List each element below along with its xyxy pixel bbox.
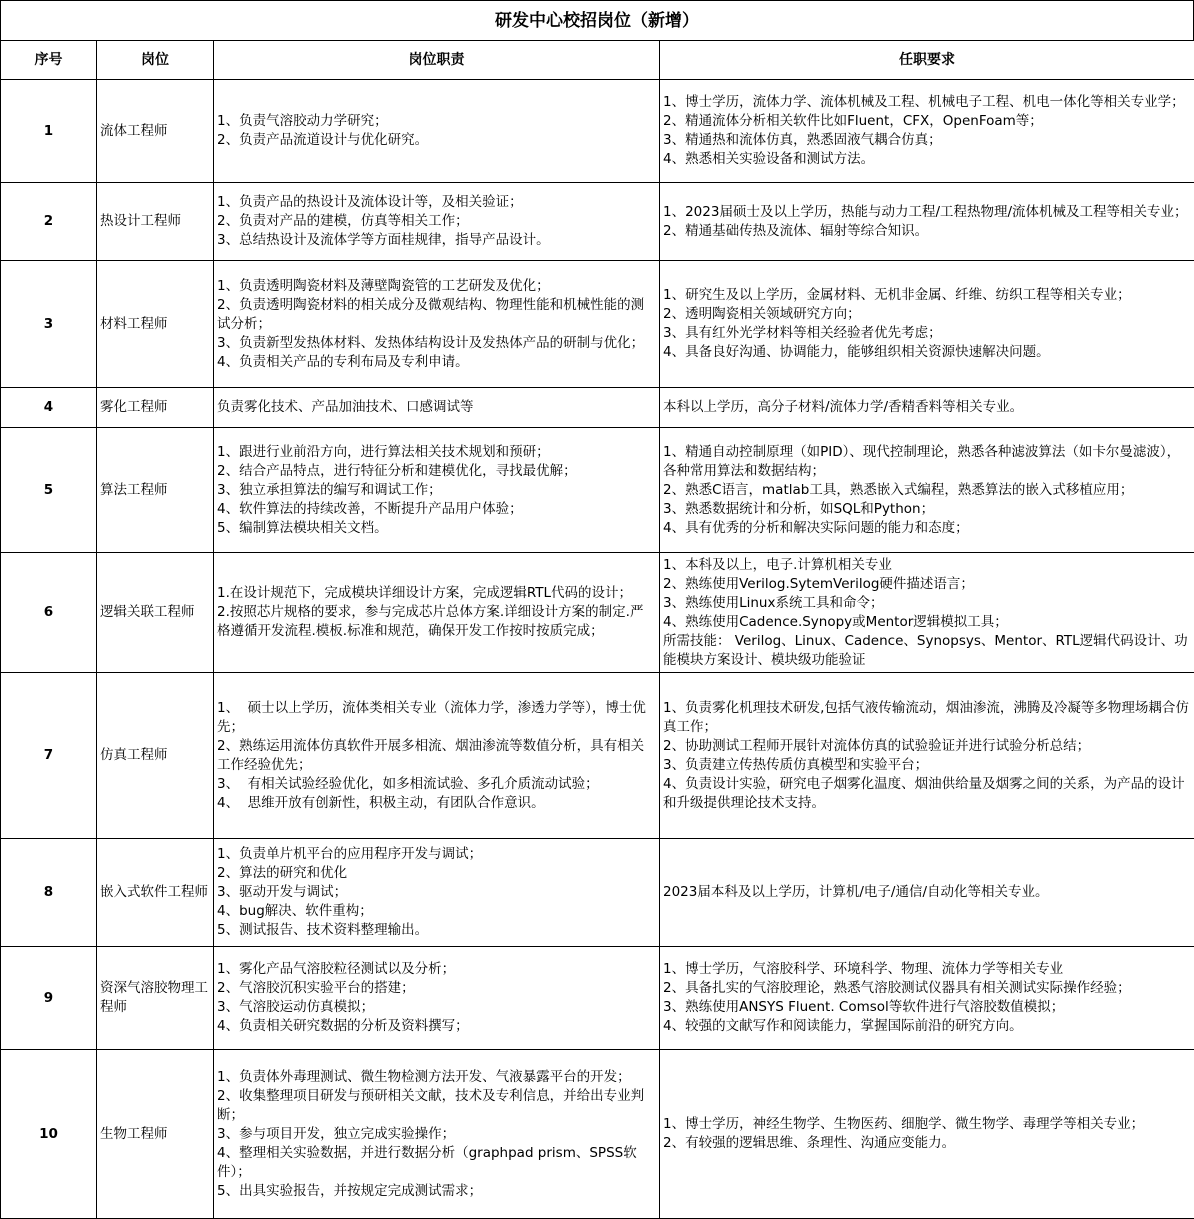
requirement-line: 2、有较强的逻辑思维、条理性、沟通应变能力。 — [663, 1134, 1191, 1153]
cell-requirements — [660, 553, 1194, 673]
duty-line: 4、整理相关实验数据，并进行数据分析（graphpad prism、SPSS软件）； — [217, 1144, 656, 1182]
cell-duties — [214, 839, 660, 947]
requirement-line: 3、负责建立传热传质仿真模型和实验平台； — [663, 756, 1191, 775]
requirement-line: 4、负责设计实验，研究电子烟雾化温度、烟油供给量及烟雾之间的关系，为产品的设计和升级提供理论技术支持。 — [663, 775, 1191, 813]
requirement-line: 4、具有优秀的分析和解决实际问题的能力和态度； — [663, 519, 1191, 538]
requirement-line: 1、研究生及以上学历，金属材料、无机非金属、纤维、纺织工程等相关专业； — [663, 286, 1191, 305]
duty-line: 负责雾化技术、产品加油技术、口感调试等 — [217, 398, 656, 417]
requirement-line: 1、博士学历，流体力学、流体机械及工程、机械电子工程、机电一体化等相关专业学； — [663, 93, 1191, 112]
cell-no: 4 — [1, 388, 97, 428]
table-row — [1, 80, 1194, 183]
table-row — [1, 428, 1194, 553]
table-body — [1, 80, 1194, 1219]
header-no: 序号 — [1, 41, 97, 80]
requirement-line: 2023届本科及以上学历，计算机/电子/通信/自动化等相关专业。 — [663, 883, 1191, 902]
cell-requirements — [660, 80, 1194, 183]
requirement-line: 3、熟悉数据统计和分析，如SQL和Python； — [663, 500, 1191, 519]
cell-position: 热设计工程师 — [97, 183, 214, 261]
requirement-line: 3、熟练使用ANSYS Fluent. Comsol等软件进行气溶胶数值模拟； — [663, 998, 1191, 1017]
duty-line: 2、熟练运用流体仿真软件开展多相流、烟油渗流等数值分析，具有相关工作经验优先； — [217, 737, 656, 775]
duty-line: 2、收集整理项目研发与预研相关文献，技术及专利信息，并给出专业判断； — [217, 1087, 656, 1125]
cell-duties — [214, 80, 660, 183]
requirement-line: 1、负责雾化机理技术研发,包括气液传输流动，烟油渗流，沸腾及冷凝等多物理场耦合仿真工作； — [663, 699, 1191, 737]
cell-position: 雾化工程师 — [97, 388, 214, 428]
duty-line: 2、负责对产品的建模，仿真等相关工作； — [217, 212, 656, 231]
header-position: 岗位 — [97, 41, 214, 80]
cell-no: 9 — [1, 947, 97, 1050]
requirement-line: 2、熟练使用Verilog.SytemVerilog硬件描述语言； — [663, 575, 1191, 594]
cell-requirements — [660, 388, 1194, 428]
table-row — [1, 839, 1194, 947]
cell-duties — [214, 673, 660, 839]
cell-position: 算法工程师 — [97, 428, 214, 553]
requirement-line: 2、精通流体分析相关软件比如Fluent，CFX，OpenFoam等； — [663, 112, 1191, 131]
requirement-line: 3、精通热和流体仿真，熟悉固液气耦合仿真； — [663, 131, 1191, 150]
requirement-line: 1、博士学历，神经生物学、生物医药、细胞学、微生物学、毒理学等相关专业； — [663, 1115, 1191, 1134]
cell-requirements — [660, 1050, 1194, 1219]
duty-line: 3、负责新型发热体材料、发热体结构设计及发热体产品的研制与优化； — [217, 334, 656, 353]
duty-line: 1、 硕士以上学历，流体类相关专业（流体力学，渗透力学等），博士优先； — [217, 699, 656, 737]
cell-no: 8 — [1, 839, 97, 947]
duty-line: 2.按照芯片规格的要求，参与完成芯片总体方案.详细设计方案的制定.严格遵循开发流程.模板.标准和规范，确保开发工作按时按质完成； — [217, 603, 656, 641]
requirement-line: 4、熟悉相关实验设备和测试方法。 — [663, 150, 1191, 169]
cell-position: 仿真工程师 — [97, 673, 214, 839]
requirement-line: 1、博士学历，气溶胶科学、环境科学、物理、流体力学等相关专业 — [663, 960, 1191, 979]
duty-line: 2、结合产品特点，进行特征分析和建模优化，寻找最优解； — [217, 462, 656, 481]
cell-no: 6 — [1, 553, 97, 673]
cell-position: 逻辑关联工程师 — [97, 553, 214, 673]
requirement-line: 3、熟练使用Linux系统工具和命令； — [663, 594, 1191, 613]
duty-line: 5、测试报告、技术资料整理输出。 — [217, 921, 656, 940]
cell-duties — [214, 261, 660, 388]
table-row — [1, 261, 1194, 388]
requirement-line: 2、协助测试工程师开展针对流体仿真的试验验证并进行试验分析总结； — [663, 737, 1191, 756]
requirement-line: 1、本科及以上，电子.计算机相关专业 — [663, 556, 1191, 575]
duty-line: 1.在设计规范下，完成模块详细设计方案，完成逻辑RTL代码的设计； — [217, 584, 656, 603]
table-row — [1, 388, 1194, 428]
cell-no: 1 — [1, 80, 97, 183]
cell-requirements — [660, 673, 1194, 839]
duty-line: 4、 思维开放有创新性，积极主动，有团队合作意识。 — [217, 794, 656, 813]
requirement-line: 4、较强的文献写作和阅读能力，掌握国际前沿的研究方向。 — [663, 1017, 1191, 1036]
duty-line: 1、雾化产品气溶胶粒径测试以及分析； — [217, 960, 656, 979]
duty-line: 1、负责透明陶瓷材料及薄壁陶瓷管的工艺研发及优化； — [217, 277, 656, 296]
duty-line: 4、负责相关研究数据的分析及资料撰写； — [217, 1017, 656, 1036]
duty-line: 1、负责体外毒理测试、微生物检测方法开发、气液暴露平台的开发； — [217, 1068, 656, 1087]
duty-line: 3、驱动开发与调试； — [217, 883, 656, 902]
cell-no: 10 — [1, 1050, 97, 1219]
cell-duties — [214, 183, 660, 261]
recruitment-table — [0, 40, 1194, 1219]
duty-line: 5、出具实验报告，并按规定完成测试需求； — [217, 1182, 656, 1201]
cell-duties — [214, 947, 660, 1050]
cell-no: 5 — [1, 428, 97, 553]
requirement-line: 3、具有红外光学材料等相关经验者优先考虑； — [663, 324, 1191, 343]
duty-line: 3、 有相关试验经验优化，如多相流试验、多孔介质流动试验； — [217, 775, 656, 794]
cell-duties — [214, 553, 660, 673]
requirement-line: 1、精通自动控制原理（如PID）、现代控制理论，熟悉各种滤波算法（如卡尔曼滤波），各种常用算法和数据结构； — [663, 443, 1191, 481]
duty-line: 5、编制算法模块相关文档。 — [217, 519, 656, 538]
requirement-line: 2、透明陶瓷相关领域研究方向； — [663, 305, 1191, 324]
duty-line: 3、气溶胶运动仿真模拟； — [217, 998, 656, 1017]
requirement-line: 4、具备良好沟通、协调能力，能够组织相关资源快速解决问题。 — [663, 343, 1191, 362]
duty-line: 2、负责产品流道设计与优化研究。 — [217, 131, 656, 150]
table-row — [1, 183, 1194, 261]
table-row — [1, 947, 1194, 1050]
cell-position: 嵌入式软件工程师 — [97, 839, 214, 947]
duty-line: 4、负责相关产品的专利布局及专利申请。 — [217, 353, 656, 372]
cell-requirements — [660, 261, 1194, 388]
cell-duties — [214, 388, 660, 428]
table-row — [1, 1050, 1194, 1219]
duty-line: 2、负责透明陶瓷材料的相关成分及微观结构、物理性能和机械性能的测试分析； — [217, 296, 656, 334]
duty-line: 1、跟进行业前沿方向，进行算法相关技术规划和预研； — [217, 443, 656, 462]
requirement-line: 本科以上学历，高分子材料/流体力学/香精香料等相关专业。 — [663, 398, 1191, 417]
requirement-line: 2、具备扎实的气溶胶理论，熟悉气溶胶测试仪器具有相关测试实际操作经验； — [663, 979, 1191, 998]
table-row — [1, 673, 1194, 839]
requirement-line: 4、熟练使用Cadence.Synopy或Mentor逻辑模拟工具； — [663, 613, 1191, 632]
cell-position: 流体工程师 — [97, 80, 214, 183]
sheet-title: 研发中心校招岗位（新增） — [0, 0, 1194, 40]
duty-line: 3、总结热设计及流体学等方面桂规律，指导产品设计。 — [217, 231, 656, 250]
duty-line: 3、独立承担算法的编写和调试工作； — [217, 481, 656, 500]
cell-no: 7 — [1, 673, 97, 839]
cell-requirements — [660, 428, 1194, 553]
requirement-line: 2、精通基础传热及流体、辐射等综合知识。 — [663, 222, 1191, 241]
requirement-line: 所需技能： Verilog、Linux、Cadence、Synopsys、Mentor、RTL逻辑代码设计、功能模块方案设计、模块级功能验证 — [663, 632, 1191, 670]
header-row — [1, 41, 1194, 80]
cell-requirements — [660, 183, 1194, 261]
duty-line: 4、bug解决、软件重构； — [217, 902, 656, 921]
cell-position: 资深气溶胶物理工程师 — [97, 947, 214, 1050]
table-row — [1, 553, 1194, 673]
cell-no: 2 — [1, 183, 97, 261]
header-requirements: 任职要求 — [660, 41, 1194, 80]
requirement-line: 2、熟悉C语言，matlab工具，熟悉嵌入式编程，熟悉算法的嵌入式移植应用； — [663, 481, 1191, 500]
cell-position: 材料工程师 — [97, 261, 214, 388]
cell-requirements — [660, 839, 1194, 947]
duty-line: 3、参与项目开发，独立完成实验操作； — [217, 1125, 656, 1144]
duty-line: 2、算法的研究和优化 — [217, 864, 656, 883]
requirement-line: 1、2023届硕士及以上学历，热能与动力工程/工程热物理/流体机械及工程等相关专业； — [663, 203, 1191, 222]
duty-line: 4、软件算法的持续改善，不断提升产品用户体验； — [217, 500, 656, 519]
duty-line: 1、负责气溶胶动力学研究； — [217, 112, 656, 131]
cell-duties — [214, 1050, 660, 1219]
duty-line: 1、负责单片机平台的应用程序开发与调试； — [217, 845, 656, 864]
duty-line: 2、气溶胶沉积实验平台的搭建； — [217, 979, 656, 998]
header-duties: 岗位职责 — [214, 41, 660, 80]
cell-duties — [214, 428, 660, 553]
duty-line: 1、负责产品的热设计及流体设计等，及相关验证； — [217, 193, 656, 212]
cell-position: 生物工程师 — [97, 1050, 214, 1219]
cell-requirements — [660, 947, 1194, 1050]
cell-no: 3 — [1, 261, 97, 388]
